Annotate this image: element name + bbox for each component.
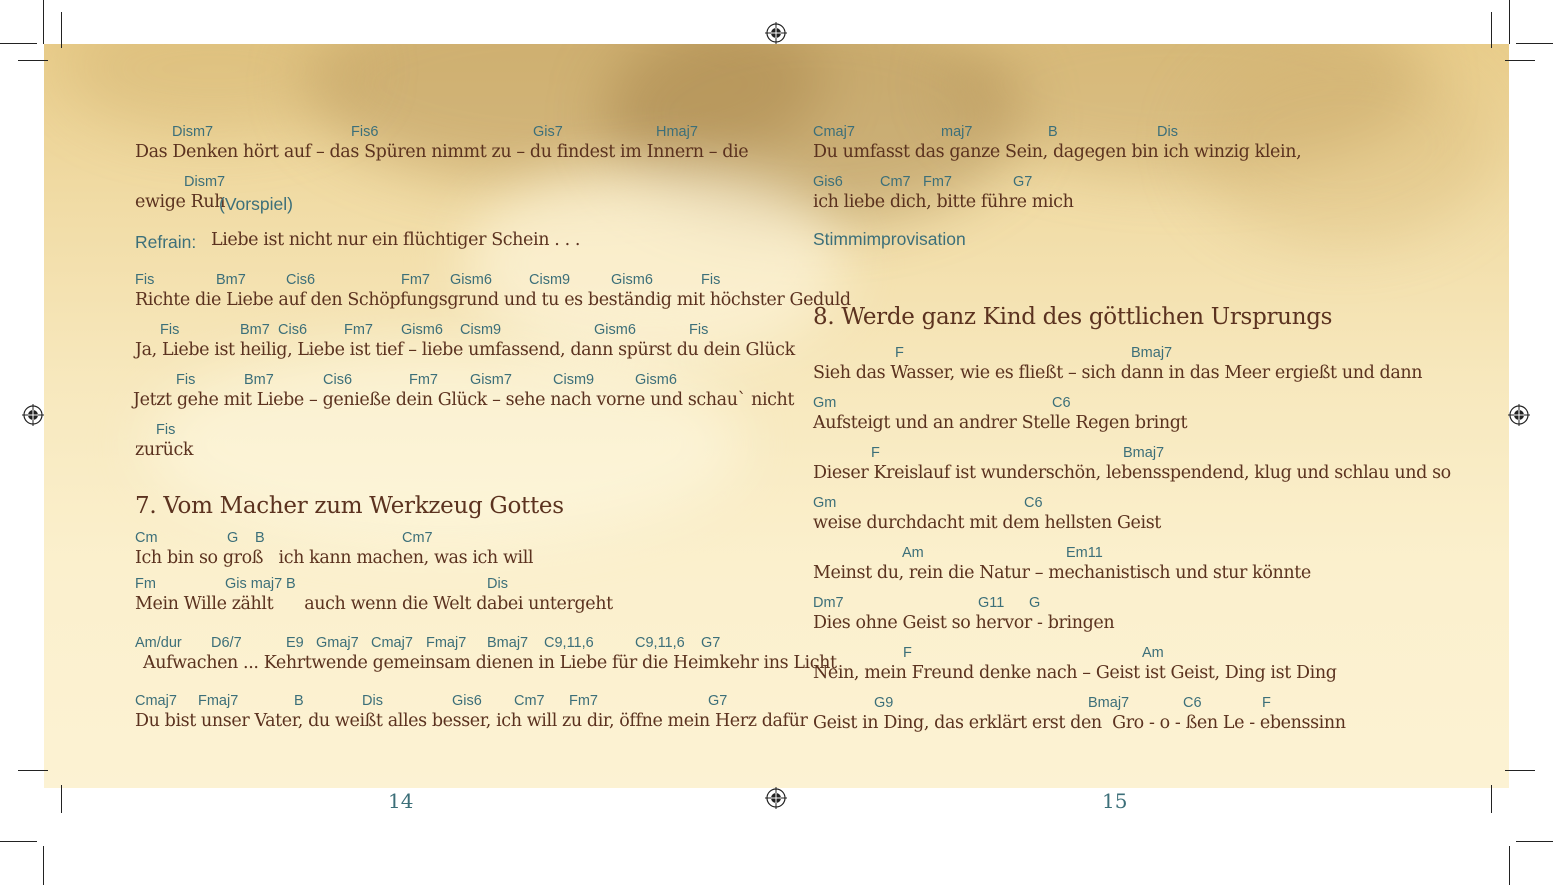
registration-mark-icon	[765, 787, 787, 809]
lyric-line: Ja, Liebe ist heilig, Liebe ist tief – liebe umfassend, dann spürst du dein Glück	[135, 340, 795, 360]
chord: G7	[701, 635, 721, 651]
chord: Am	[902, 545, 924, 561]
lyric-line: ich liebe dich, bitte führe mich	[813, 192, 1074, 212]
lyric-line: Mein Wille zählt auch wenn die Welt dabei untergeht	[135, 594, 613, 614]
lyric-line: Dieser Kreislauf ist wunderschön, lebensspendend, klug und schlau und so	[813, 463, 1451, 483]
song-title: 8. Werde ganz Kind des göttlichen Ursprungs	[813, 304, 1333, 330]
chord: Gis6	[813, 174, 843, 190]
chord: Fis	[156, 422, 176, 438]
chord: Fmaj7	[426, 635, 467, 651]
chord: Gis7	[533, 124, 563, 140]
chord: C9,11,6	[544, 635, 594, 651]
chord: G11	[978, 595, 1005, 611]
chord: Cmaj7	[813, 124, 855, 140]
registration-mark-icon	[765, 22, 787, 44]
lyric-line: Sieh das Wasser, wie es fließt – sich dann in das Meer ergießt und dann	[813, 363, 1423, 383]
chord: B	[286, 576, 296, 592]
chord: Bmaj7	[1088, 695, 1130, 711]
lyric-line: Geist in Ding, das erklärt erst den Gro - o - ßen Le - ebenssinn	[813, 713, 1346, 733]
chord: Cm7	[402, 530, 433, 546]
page-number: 15	[1102, 789, 1128, 813]
chord: C6	[1024, 495, 1043, 511]
chord: Bm7	[240, 322, 270, 338]
chord: Gism6	[635, 372, 677, 388]
chord: Em11	[1066, 545, 1103, 561]
chord: Dm7	[813, 595, 844, 611]
chord: Bmaj7	[1131, 345, 1173, 361]
registration-mark-icon	[22, 404, 44, 426]
chord: G9	[874, 695, 894, 711]
chord: Fis	[701, 272, 721, 288]
song-title: 7. Vom Macher zum Werkzeug Gottes	[135, 493, 564, 519]
chord: G	[227, 530, 239, 546]
chord: Bm7	[244, 372, 274, 388]
chord: E9	[286, 635, 304, 651]
chord: Cmaj7	[135, 693, 177, 709]
chord: Fis	[689, 322, 709, 338]
lyric-line: Du bist unser Vater, du weißt alles besser, ich will zu dir, öffne mein Herz dafür	[135, 711, 808, 731]
chord: Fis	[176, 372, 196, 388]
refrain-label: Refrain:	[135, 232, 197, 252]
chord: C6	[1052, 395, 1071, 411]
lyric-line: Nein, mein Freund denke nach – Geist ist Geist, Ding ist Ding	[813, 663, 1337, 683]
chord: Gism6	[594, 322, 636, 338]
chord: Am	[1142, 645, 1164, 661]
chord: Fis	[135, 272, 155, 288]
chord: F	[1262, 695, 1271, 711]
lyric-line: Ich bin so groß ich kann machen, was ich will	[135, 548, 534, 568]
chord: Bmaj7	[1123, 445, 1165, 461]
chord: Fis	[160, 322, 180, 338]
chord: Fm7	[923, 174, 952, 190]
lyric-line: Jetzt gehe mit Liebe – genieße dein Glück – sehe nach vorne und schau` nicht	[133, 390, 795, 410]
chord: Dis	[487, 576, 508, 592]
chord: Gism6	[611, 272, 653, 288]
lyric-line: Dies ohne Geist so hervor - bringen	[813, 613, 1115, 633]
chord: Fm7	[569, 693, 598, 709]
chord: Dis	[362, 693, 383, 709]
chord: Fm	[135, 576, 156, 592]
lyric-line: Richte die Liebe auf den Schöpfungsgrund und tu es beständig mit höchster Geduld	[135, 290, 851, 310]
chord: Fm7	[409, 372, 438, 388]
chord: Gis6	[452, 693, 482, 709]
chord: Hmaj7	[656, 124, 698, 140]
chord: Cmaj7	[371, 635, 413, 651]
registration-mark-icon	[1508, 404, 1530, 426]
chord: Cism9	[529, 272, 571, 288]
chord: Gis maj7	[225, 576, 283, 592]
chord: Cism9	[460, 322, 502, 338]
improv-label: Stimmimprovisation	[813, 229, 966, 249]
chord: Gm	[813, 395, 837, 411]
refrain-text: Liebe ist nicht nur ein flüchtiger Schein . . .	[211, 230, 581, 250]
chord: Cis6	[323, 372, 353, 388]
lyric-line: Das Denken hört auf – das Spüren nimmt zu – du findest im Innern – die	[135, 142, 749, 162]
chord: Cis6	[286, 272, 316, 288]
chord: Cism9	[553, 372, 595, 388]
chord: Cm7	[880, 174, 911, 190]
lyric-line: zurück	[135, 440, 194, 460]
chord: Gism7	[470, 372, 512, 388]
chord: Fm7	[401, 272, 430, 288]
chord: Dism7	[172, 124, 214, 140]
chord: F	[903, 645, 912, 661]
chord: G7	[708, 693, 728, 709]
chord: Gism6	[401, 322, 443, 338]
chord: G7	[1013, 174, 1033, 190]
chord: C6	[1183, 695, 1202, 711]
chord: Cis6	[278, 322, 308, 338]
chord: Dis	[1157, 124, 1178, 140]
chord: B	[294, 693, 304, 709]
chord: Bmaj7	[487, 635, 529, 651]
lyric-line: Aufwachen ... Kehrtwende gemeinsam dienen in Liebe für die Heimkehr ins Licht	[143, 653, 837, 673]
chord: Cm7	[514, 693, 545, 709]
chord: Gm	[813, 495, 837, 511]
lyric-line: weise durchdacht mit dem hellsten Geist	[813, 513, 1161, 533]
chord: maj7	[941, 124, 973, 140]
chord: Fis6	[351, 124, 379, 140]
vorspiel-label: (Vorspiel)	[219, 194, 293, 214]
chord: Cm	[135, 530, 158, 546]
chord: Am/dur	[135, 635, 182, 651]
chord: Dism7	[184, 174, 226, 190]
chord: B	[1048, 124, 1058, 140]
lyric-line: Aufsteigt und an andrer Stelle Regen bringt	[813, 413, 1188, 433]
chord: F	[895, 345, 904, 361]
lyric-line: Du umfasst das ganze Sein, dagegen bin ich winzig klein,	[813, 142, 1302, 162]
chord: Fm7	[344, 322, 373, 338]
chord: C9,11,6	[635, 635, 685, 651]
chord: G	[1029, 595, 1041, 611]
lyric-line: ewige Ruh	[135, 192, 226, 212]
chord: Gism6	[450, 272, 492, 288]
chord: Fmaj7	[198, 693, 239, 709]
chord: Gmaj7	[316, 635, 359, 651]
chord: Bm7	[216, 272, 246, 288]
chord: B	[255, 530, 265, 546]
page-number: 14	[388, 789, 414, 813]
chord: D6/7	[211, 635, 242, 651]
chord: F	[871, 445, 880, 461]
lyric-line: Meinst du, rein die Natur – mechanistisch und stur könnte	[813, 563, 1311, 583]
